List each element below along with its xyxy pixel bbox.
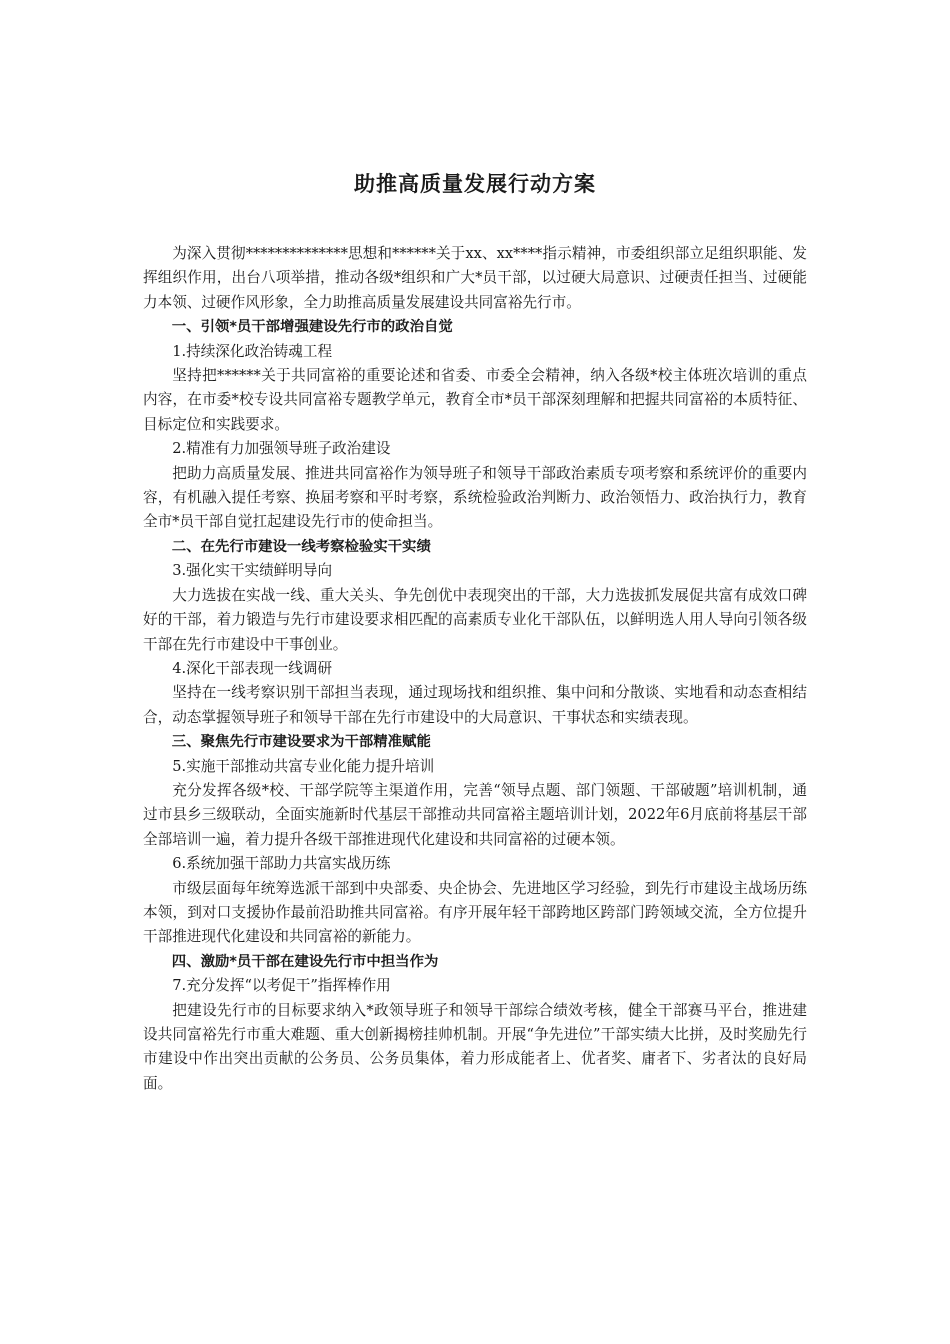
section-heading: 二、在先行市建设一线考察检验实干实绩 xyxy=(171,538,431,555)
document-page xyxy=(143,168,807,1096)
section-heading: 三、聚焦先行市建设要求为干部精准赋能 xyxy=(171,734,431,751)
item-title: 2.精准有力加强领导班子政治建设 xyxy=(172,440,391,458)
item-paragraph: 坚持在一线考察识别干部担当表现，通过现场找和组织推、集中问和分散谈、实地看和动态查相结合，动态掌握领导班子和领导干部在先行市建设中的大局意识、干事状态和实绩表现。 xyxy=(143,684,807,726)
item-paragraph: 把助力高质量发展、推进共同富裕作为领导班子和领导干部政治素质专项考察和系统评价的重要内容，有机融入提任考察、换届考察和平时考察，系统检验政治判断力、政治领悟力、政治执行力，教育全市*员干部自觉扛起建设先行市的使命担当。 xyxy=(143,464,807,531)
item-title: 5.实施干部推动共富专业化能力提升培训 xyxy=(172,757,435,775)
item-paragraph: 市级层面每年统筹选派干部到中央部委、央企协会、先进地区学习经验，到先行市建设主战场历练本领，到对口支援协作最前沿助推共同富裕。有序开展年轻干部跨地区跨部门跨领域交流，全方位提升干部推进现代化建设和共同富裕的新能力。 xyxy=(143,879,807,946)
item-paragraph: 坚持把******关于共同富裕的重要论述和省委、市委全会精神，纳入各级*校主体班次培训的重点内容，在市委*校专设共同富裕专题教学单元，教育全市*员干部深刻理解和把握共同富裕的本质特征、目标定位和实践要求。 xyxy=(143,367,807,433)
section-heading: 一、引领*员干部增强建设先行市的政治自觉 xyxy=(171,319,453,336)
item-paragraph: 大力选拔在实战一线、重大关头、争先创优中表现突出的干部，大力选拔抓发展促共富有成效口碑好的干部，着力锻造与先行市建设要求相匹配的高素质专业化干部队伍，以鲜明选人用人导向引领各级干部在先行市建设中干事创业。 xyxy=(143,586,807,653)
item-paragraph: 充分发挥各级*校、干部学院等主渠道作用，完善“领导点题、部门领题、干部破题”培训机制，通过市县乡三级联动，全面实施新时代基层干部推动共同富裕主题培训计划，2022年6月底前将基层干部全部培训一遍，着力提升各级干部推进现代化建设和共同富裕的过硬本领。 xyxy=(143,781,807,848)
intro-paragraph: 为深入贯彻**************思想和******关于xx、xx****指示精神，市委组织部立足组织职能、发挥组织作用，出台八项举措，推动各级*组织和广大*员干部，以过硬大局意识、过硬责任担当、过硬能力本领、过硬作风形象，全力助推高质量发展建设共同富裕先行市。 xyxy=(143,245,807,311)
item-title: 4.深化干部表现一线调研 xyxy=(172,659,333,677)
document-title: 助推高质量发展行动方案 xyxy=(354,171,596,196)
item-title: 7.充分发挥“以考促干”指挥棒作用 xyxy=(172,977,391,995)
item-paragraph: 把建设先行市的目标要求纳入*政领导班子和领导干部综合绩效考核，健全干部赛马平台，推进建设共同富裕先行市重大难题、重大创新揭榜挂帅机制。开展“争先进位”干部实绩大比拼，及时奖励先行市建设中作出突出贡献的公务员、公务员集体，着力形成能者上、优者奖、庸者下、劣者汰的良好局面。 xyxy=(143,1001,807,1092)
item-title: 1.持续深化政治铸魂工程 xyxy=(172,342,333,360)
section-heading: 四、激励*员干部在建设先行市中担当作为 xyxy=(171,953,439,970)
item-title: 3.强化实干实绩鲜明导向 xyxy=(172,562,333,580)
item-title: 6.系统加强干部助力共富实战历练 xyxy=(172,855,391,873)
document-body xyxy=(143,242,807,1096)
